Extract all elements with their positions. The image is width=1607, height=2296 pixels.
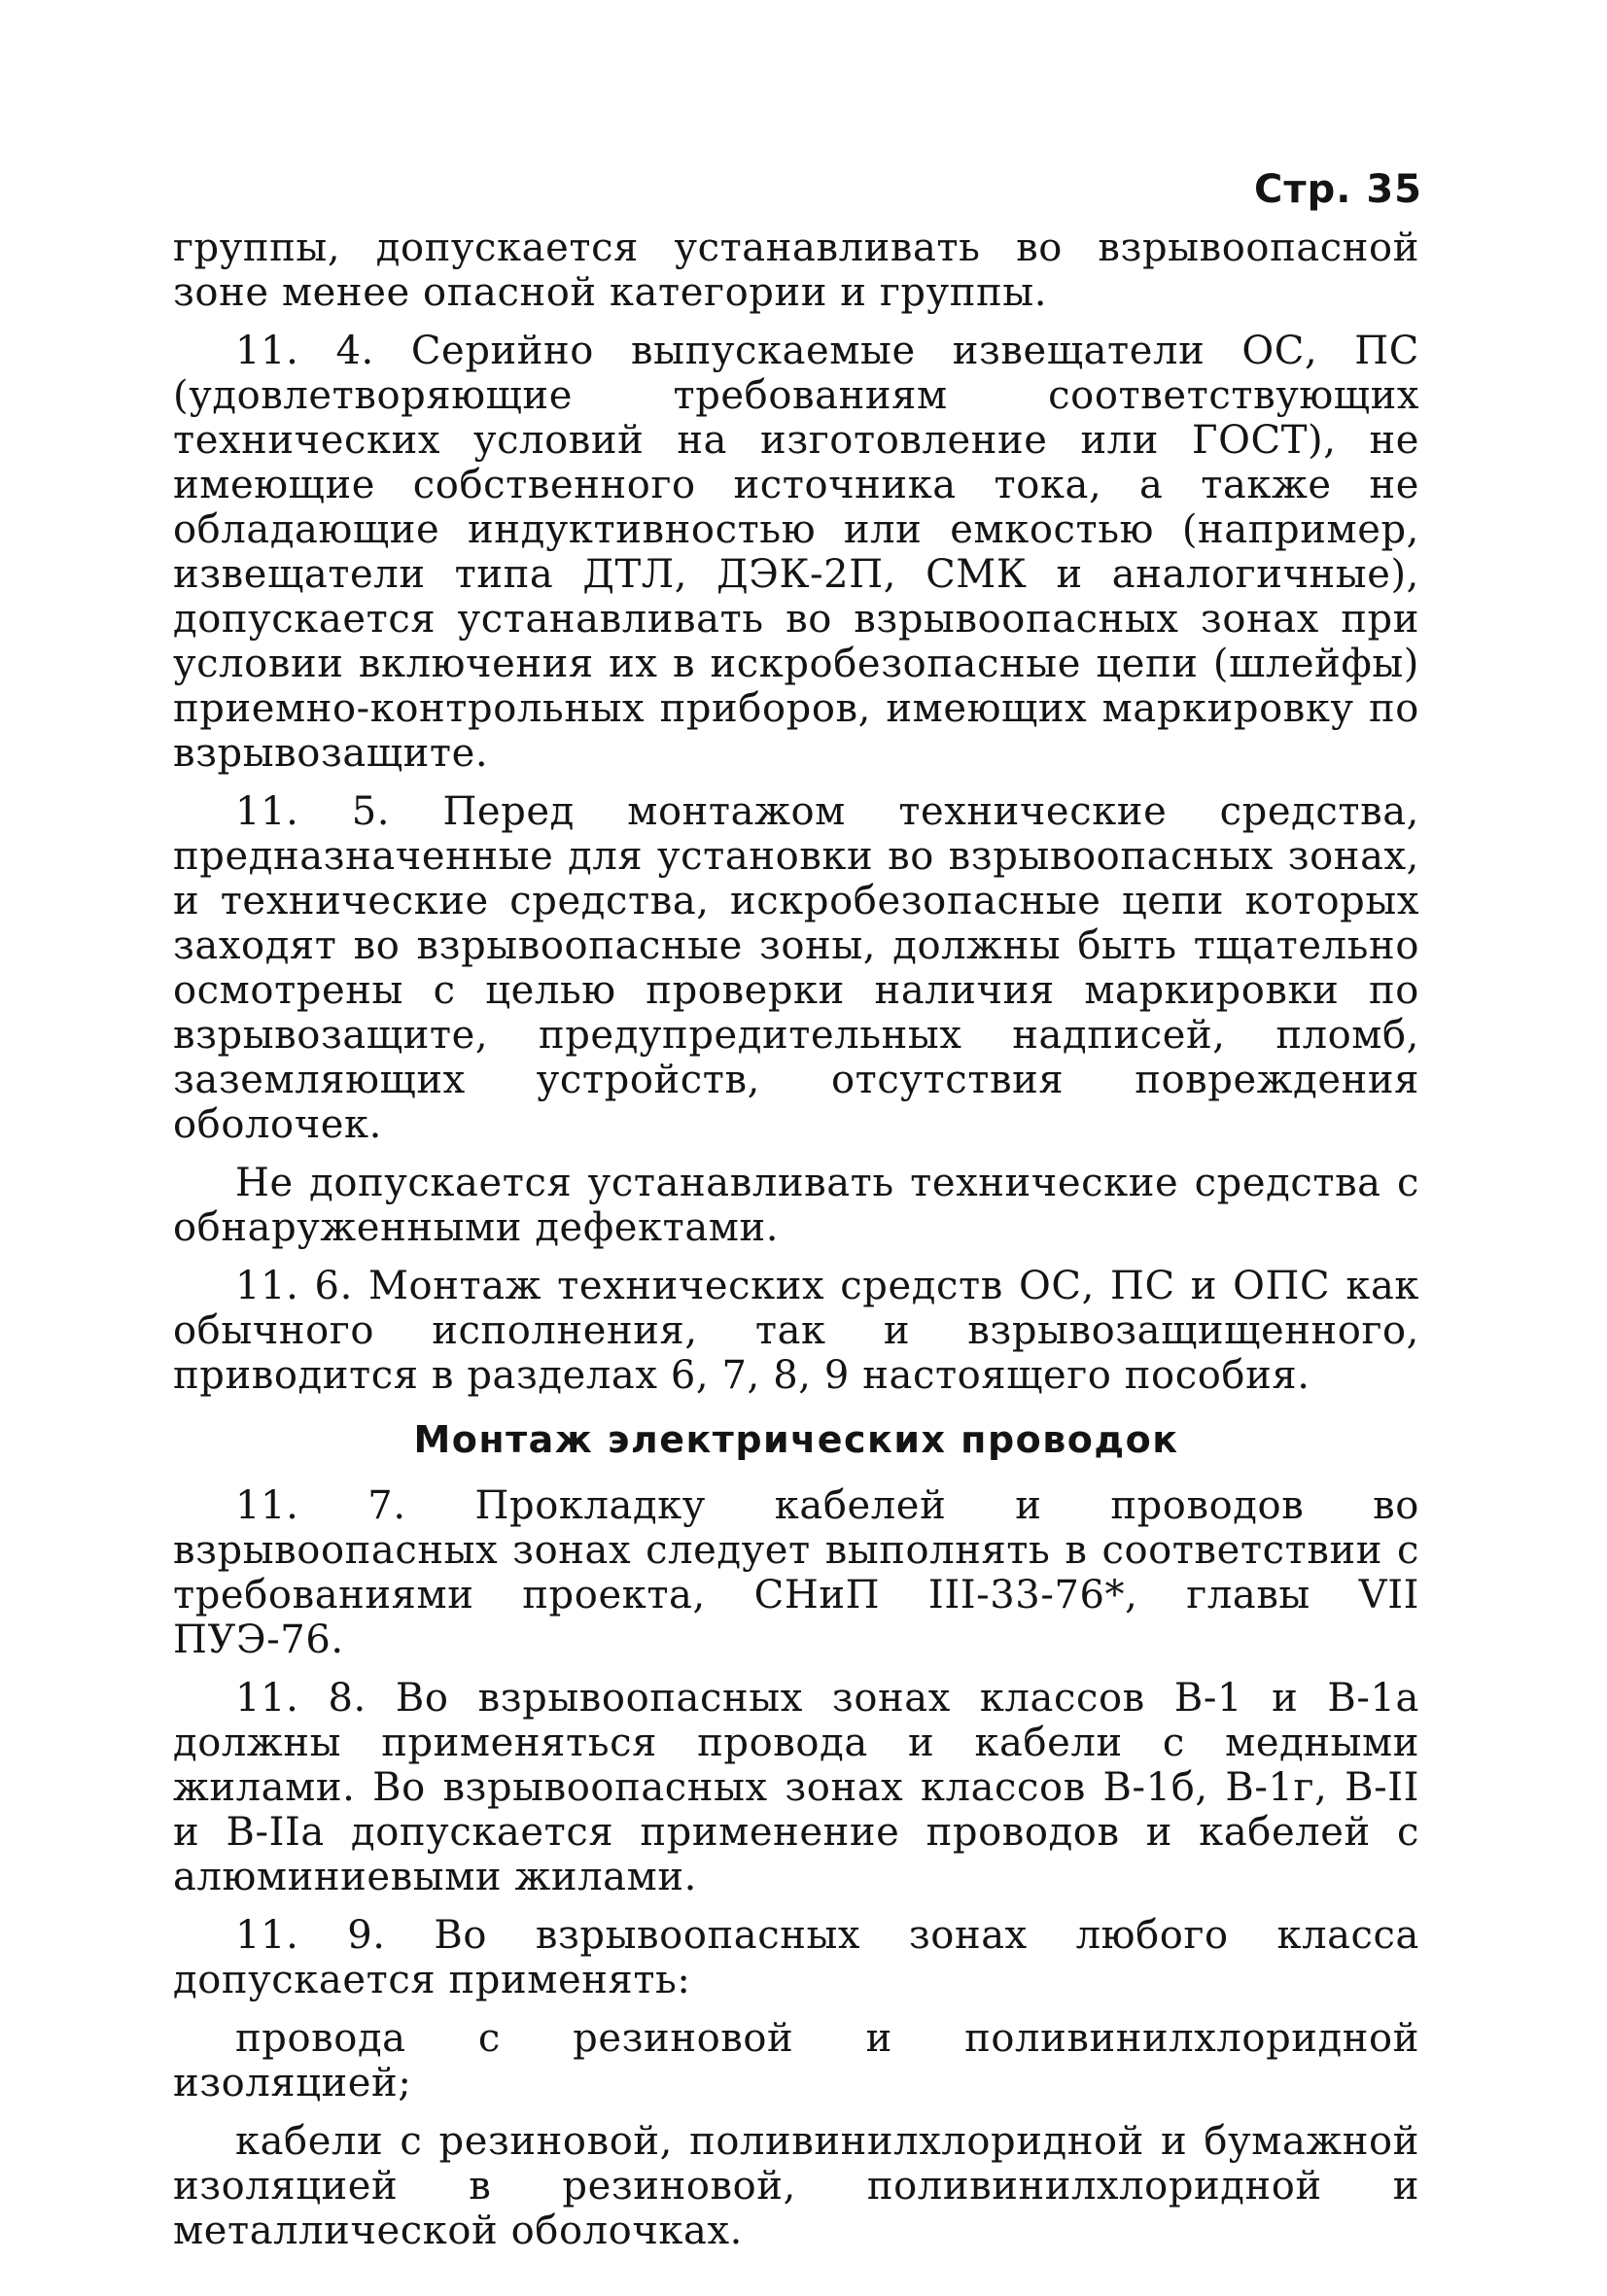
paragraph-continuation: группы, допускается устанавливать во взрывоопасной зоне менее опасной категории и группы.	[173, 226, 1419, 315]
paragraph-11-9: 11. 9. Во взрывоопасных зонах любого класса допускается применять:	[173, 1913, 1419, 2002]
list-item-wires: провода с резиновой и поливинилхлоридной изоляцией;	[173, 2016, 1419, 2105]
document-body	[173, 226, 1419, 2267]
paragraph-11-8: 11. 8. Во взрывоопасных зонах классов В-1 и В-1а должны применяться провода и кабели с медными жилами. Во взрывоопасных зонах классов В-1б, В-1г, В-II и В-IIа допускается применение проводов и кабелей с алюминиевыми жилами.	[173, 1676, 1419, 1899]
page-number: Стр. 35	[1254, 167, 1422, 212]
paragraph-11-7: 11. 7. Прокладку кабелей и проводов во взрывоопасных зонах следует выполнять в соответствии с требованиями проекта, СНиП III-33-76*, главы VII ПУЭ-76.	[173, 1483, 1419, 1662]
section-heading: Монтаж электрических проводок	[413, 1418, 1179, 1461]
list-item-cables: кабели с резиновой, поливинилхлоридной и бумажной изоляцией в резиновой, поливинилхлоридной и металлической оболочках.	[173, 2119, 1419, 2253]
paragraph-11-5: 11. 5. Перед монтажом технические средства, предназначенные для установки во взрывоопасных зонах, и технические средства, искробезопасные цепи которых заходят во взрывоопасные зоны, должны быть тщательно осмотрены с целью проверки наличия маркировки по взрывозащите, предупредительных надписей, пломб, заземляющих устройств, отсутствия повреждения оболочек.	[173, 789, 1419, 1147]
paragraph-11-6: 11. 6. Монтаж технических средств ОС, ПС и ОПС как обычного исполнения, так и взрывозащищенного, приводится в разделах 6, 7, 8, 9 настоящего пособия.	[173, 1264, 1419, 1398]
paragraph-11-4: 11. 4. Серийно выпускаемые извещатели ОС, ПС (удовлетворяющие требованиям соответствующих технических условий на изготовление или ГОСТ), не имеющие собственного источника тока, а также не обладающие индуктивностью или емкостью (например, извещатели типа ДТЛ, ДЭК-2П, СМК и аналогичные), допускается устанавливать во взрывоопасных зонах при условии включения их в искробезопасные цепи (шлейфы) приемно-контрольных приборов, имеющих маркировку по взрывозащите.	[173, 329, 1419, 776]
paragraph-defects: Не допускается устанавливать технические средства с обнаруженными дефектами.	[173, 1161, 1419, 1250]
